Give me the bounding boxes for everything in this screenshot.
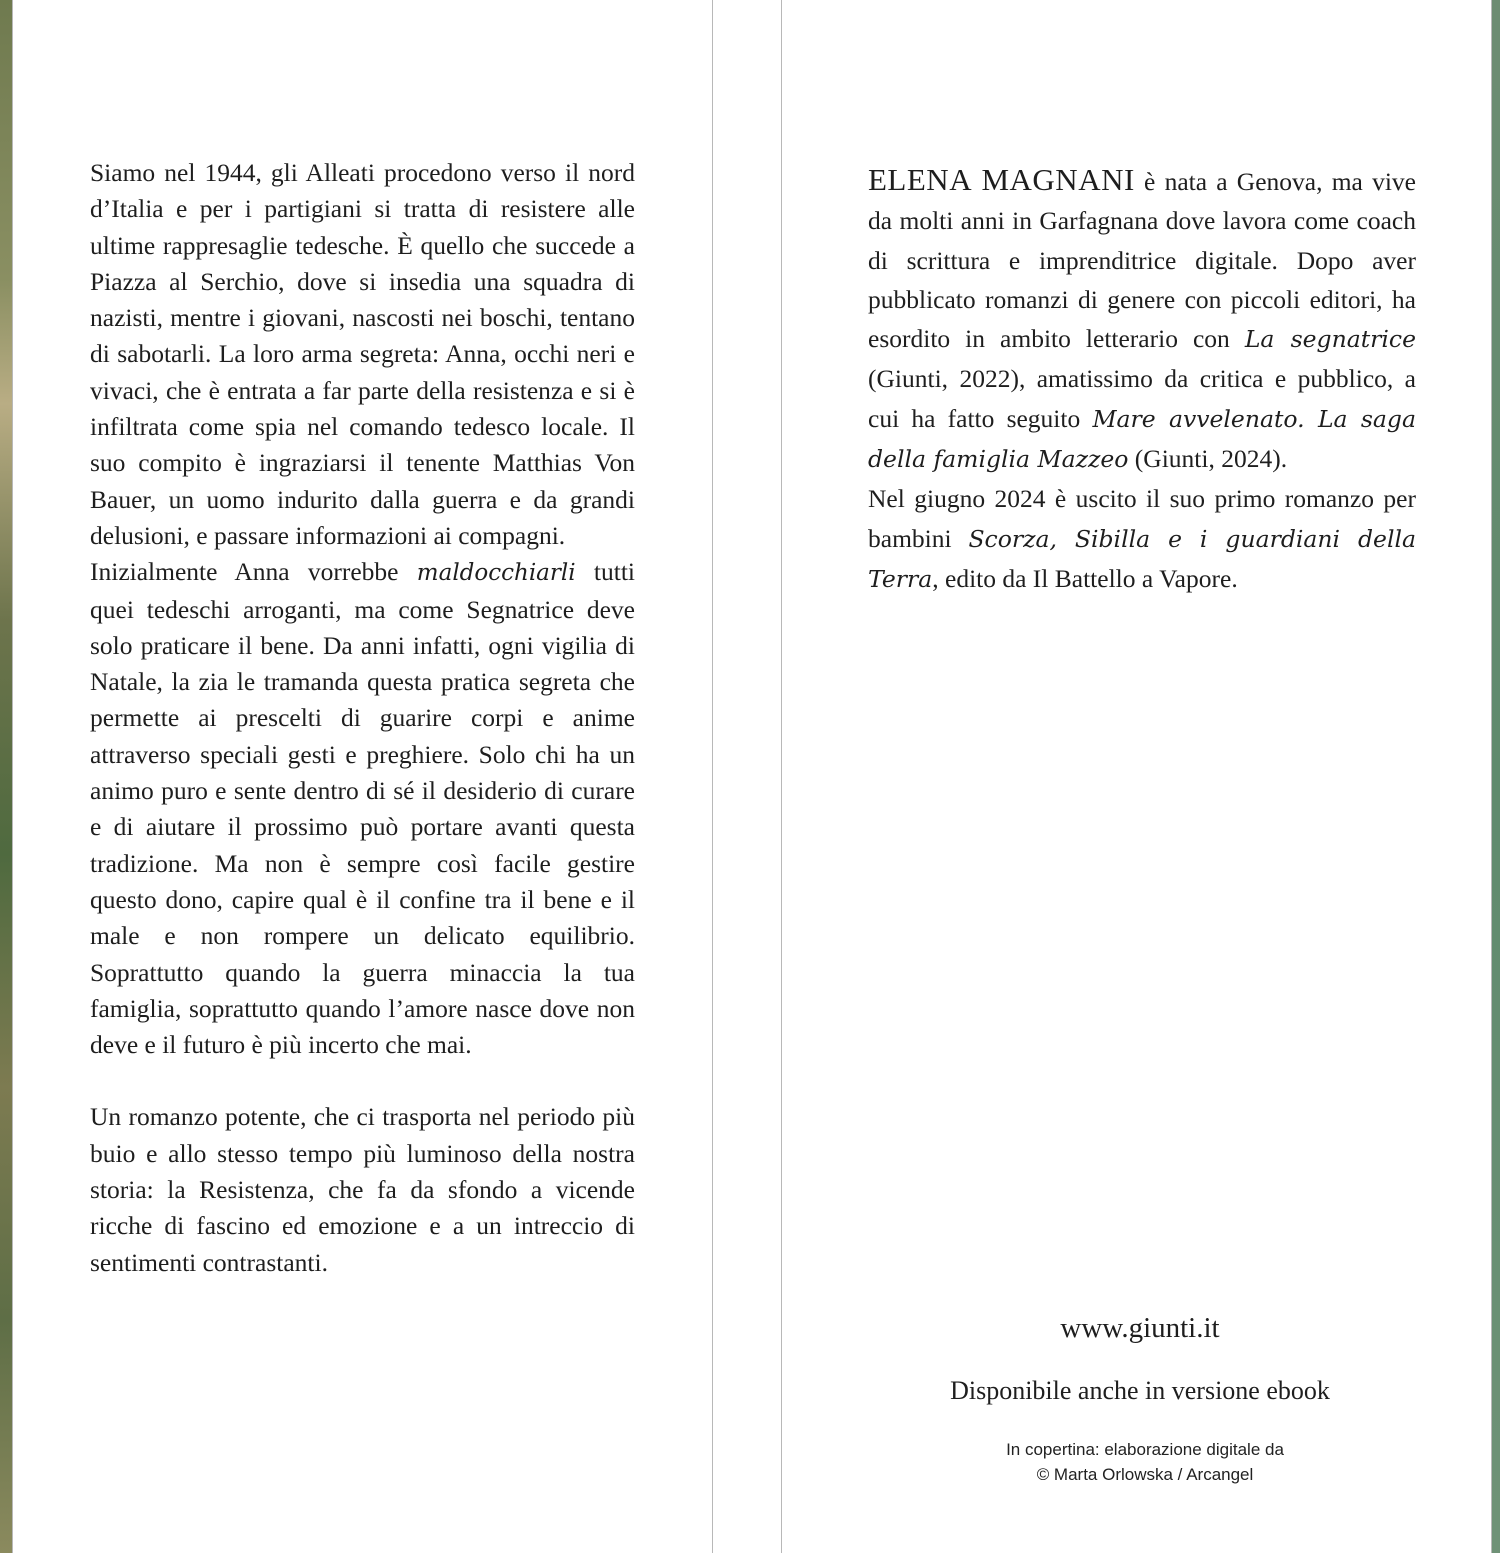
synopsis-paragraph-2 <box>90 554 635 1063</box>
author-bio-paragraph-2 <box>868 479 1416 599</box>
book-title: La segnatrice <box>1244 325 1416 354</box>
synopsis-italic-word: maldocchiarli <box>416 560 576 587</box>
book-title: Scorza, Sibilla e i guardiani della Terra <box>868 524 1416 593</box>
cover-art-edge-left <box>0 0 12 1553</box>
cover-credit-line: In copertina: elaborazione digitale da <box>1006 1440 1284 1459</box>
cover-credit-line: © Marta Orlowska / Arcangel <box>1036 1465 1254 1484</box>
synopsis <box>90 155 635 1281</box>
synopsis-paragraph-1: Siamo nel 1944, gli Alleati procedono verso il nord d’Italia e per i partigiani si tratta di resistere alle ultime rappresaglie tedesche. È quello che succede a Piazza al Serchio, dove si insedia una squadra di nazisti, mentre i giovani, nascosti nei boschi, tentano di sabotarli. La loro arma segreta: Anna, occhi neri e vivaci, che è entrata a far parte della resistenza e si è infiltrata come spia nel comando tedesco locale. Il suo compito è ingraziarsi il tenente Matthias Von Bauer, un uomo indurito dalla guerra e da grandi delusioni, e passare informazioni ai compagni. <box>90 158 635 550</box>
synopsis-text: Inizialmente Anna vorrebbe <box>90 557 417 587</box>
ebook-availability-note: Disponibile anche in versione ebook <box>950 1376 1330 1405</box>
synopsis-text: tutti quei tedeschi arroganti, ma come Segnatrice deve solo praticare il bene. Da anni infatti, ogni vigilia di Natale, la zia le tramanda questa pratica segreta che permette ai prescelti di guarire corpi e anime attraverso speciali gesti e preghiere. Solo chi ha un animo puro e sente dentro di sé il desiderio di curare e di aiutare il prossimo può portare avanti questa tradizione. Ma non è sempre così facile gestire questo dono, capire qual è il confine tra il bene e il male e non rompere un delicato equilibrio. Soprattutto quando la guerra minaccia la tua famiglia, soprattutto quando l’amore nasce dove non deve e il futuro è più incerto che mai. <box>90 557 635 1060</box>
author-bio-paragraph-1 <box>868 160 1416 479</box>
paragraph-spacer <box>90 1063 635 1099</box>
bio-text: , edito da Il Battello a Vapore. <box>932 563 1238 593</box>
bio-text: (Giunti, 2024). <box>1128 444 1288 474</box>
author-bio <box>868 160 1416 599</box>
spine-gap <box>713 0 781 1553</box>
bio-text: (Giunti, 2022), amatissimo da critica e pubblico, a cui ha fatto seguito <box>868 364 1416 433</box>
publisher-website: www.giunti.it <box>1060 1312 1220 1344</box>
cover-credits <box>960 1437 1330 1487</box>
cover-art-edge-right <box>1492 0 1500 1553</box>
bio-text: Nel giugno 2024 è uscito il suo primo romanzo per bambini <box>868 484 1416 553</box>
book-title: Mare avvelenato. La saga della famiglia Mazzeo <box>868 404 1416 474</box>
author-name: ELENA MAGNANI <box>868 162 1135 197</box>
synopsis-paragraph-3: Un romanzo potente, che ci trasporta nel periodo più buio e allo stesso tempo più luminoso della nostra storia: la Resistenza, che fa da sfondo a vicende ricche di fascino ed emozione e a un intreccio di sentimenti contrastanti. <box>90 1102 635 1277</box>
bio-text: è nata a Genova, ma vive da molti anni in Garfagnana dove lavora come coach di scrittura e imprenditrice digitale. Dopo aver pubblicato romanzi di genere con piccoli editori, ha esordito in ambito letterario con <box>868 167 1416 354</box>
